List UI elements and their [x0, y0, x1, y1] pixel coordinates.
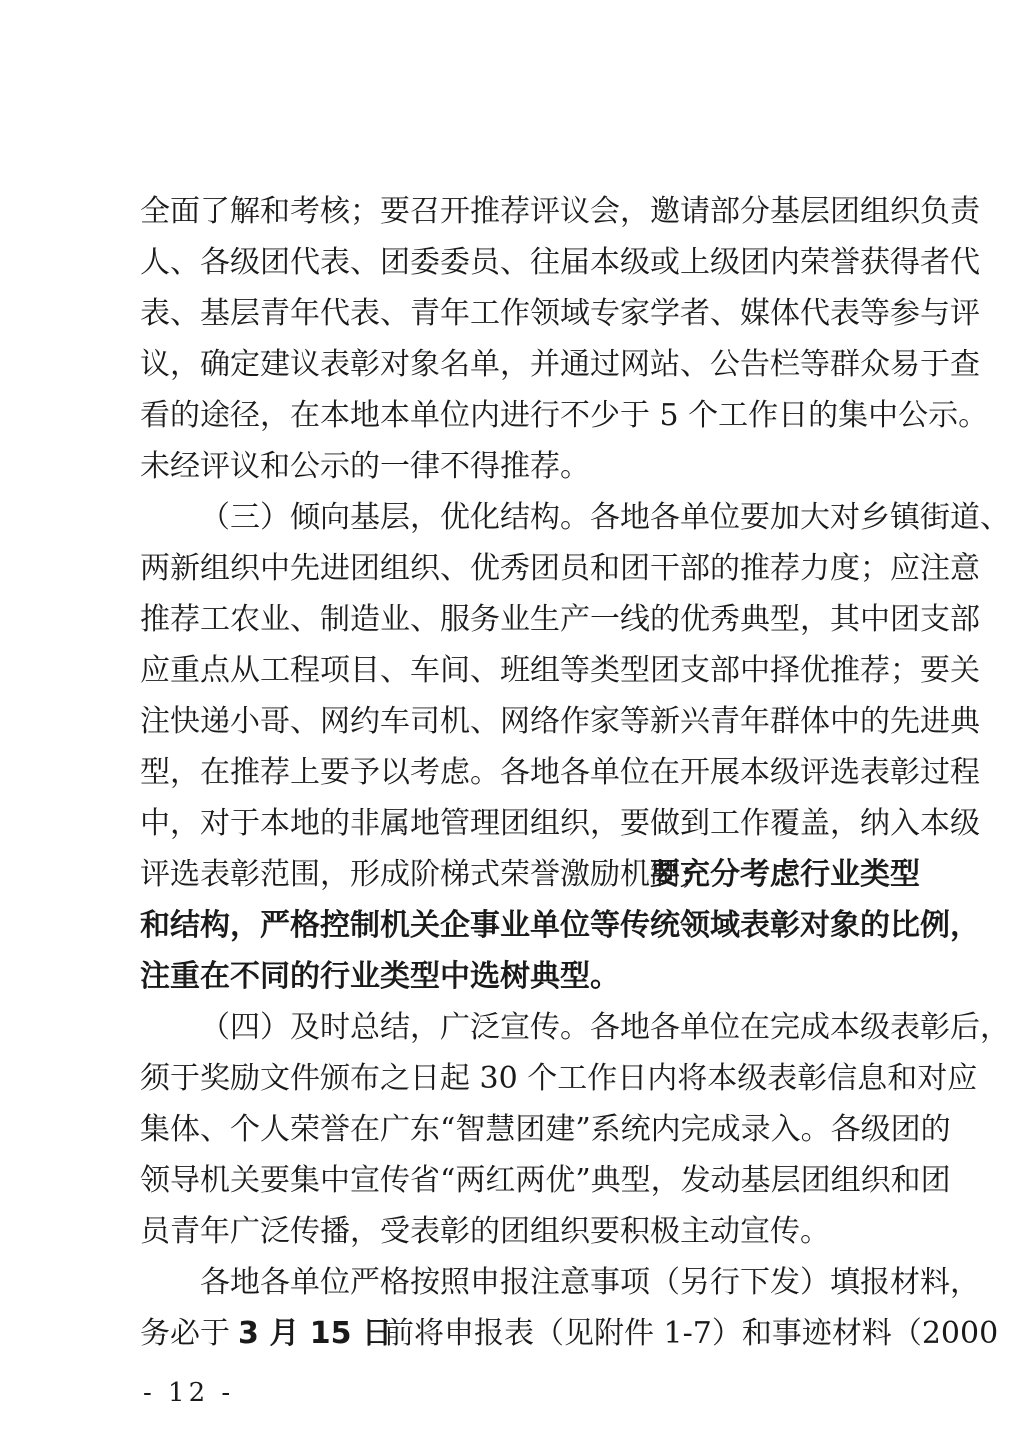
text-line: 中，对于本地的非属地管理团组织，要做到工作覆盖，纳入本级 [140, 806, 980, 841]
section-three-heading-line: （三）倾向基层，优化结构。各地各单位要加大对乡镇街道、 [200, 500, 1010, 535]
bold-text-segment: 要充分考虑行业类型 [650, 857, 920, 892]
text-segment: 务必于 [140, 1316, 230, 1351]
text-segment: 前将申报表（见附件 1-7）和事迹材料（2000 [384, 1316, 999, 1351]
text-line: 两新组织中先进团组织、优秀团员和团干部的推荐力度；应注意 [140, 551, 980, 586]
text-line: 推荐工农业、制造业、服务业生产一线的优秀典型，其中团支部 [140, 602, 980, 637]
text-line: 看的途径，在本地本单位内进行不少于 5 个工作日的集中公示。 [140, 398, 989, 433]
submission-paragraph-line: 各地各单位严格按照申报注意事项（另行下发）填报材料， [200, 1265, 980, 1300]
text-line: 须于奖励文件颁布之日起 30 个工作日内将本级表彰信息和对应 [140, 1061, 978, 1096]
text-line: 集体、个人荣誉在广东“智慧团建”系统内完成录入。各级团的 [140, 1112, 951, 1147]
page-number: - 12 - [143, 1378, 235, 1408]
deadline-date: 3 月 15 日 [238, 1316, 392, 1351]
text-line: 型，在推荐上要予以考虑。各地各单位在开展本级评选表彰过程 [140, 755, 980, 790]
text-line: 人、各级团代表、团委委员、往届本级或上级团内荣誉获得者代 [140, 245, 980, 280]
bold-text-line: 和结构，严格控制机关企事业单位等传统领域表彰对象的比例， [140, 908, 980, 943]
text-line: 员青年广泛传播，受表彰的团组织要积极主动宣传。 [140, 1214, 830, 1249]
section-four-heading-line: （四）及时总结，广泛宣传。各地各单位在完成本级表彰后， [200, 1010, 1010, 1045]
text-line: 应重点从工程项目、车间、班组等类型团支部中择优推荐；要关 [140, 653, 980, 688]
text-line: 全面了解和考核；要召开推荐评议会，邀请部分基层团组织负责 [140, 194, 980, 229]
text-line: 表、基层青年代表、青年工作领域专家学者、媒体代表等参与评 [140, 296, 980, 331]
text-line: 未经评议和公示的一律不得推荐。 [140, 449, 590, 484]
text-line: 议，确定建议表彰对象名单，并通过网站、公告栏等群众易于查 [140, 347, 980, 382]
bold-text-line: 注重在不同的行业类型中选树典型。 [140, 959, 620, 994]
text-line: 注快递小哥、网约车司机、网络作家等新兴青年群体中的先进典 [140, 704, 980, 739]
text-line: 领导机关要集中宣传省“两红两优”典型，发动基层团组织和团 [140, 1163, 951, 1198]
text-line: 评选表彰范围，形成阶梯式荣誉激励机制； [140, 857, 710, 892]
